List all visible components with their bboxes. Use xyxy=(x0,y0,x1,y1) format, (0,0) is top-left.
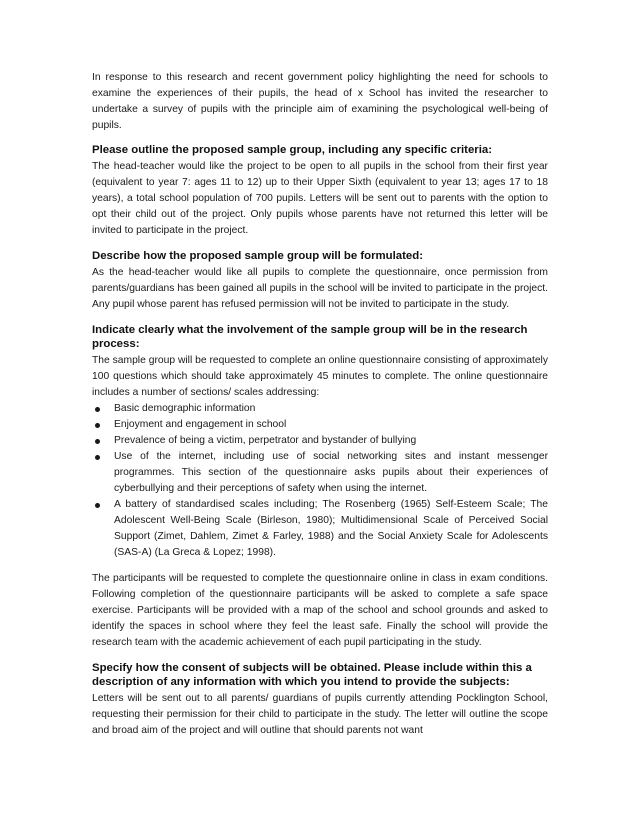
bullet-icon xyxy=(95,423,100,428)
section-heading: Please outline the proposed sample group, including any specific criteria: xyxy=(92,144,493,156)
list-item-text: Enjoyment and engagement in school xyxy=(114,419,287,430)
section-involvement xyxy=(92,323,548,651)
list-item xyxy=(92,449,548,497)
section-paragraph: The head-teacher would like the project to be open to all pupils in the school from their first year (equivalent to year 7: ages 11 to 12) up to their Upper Sixth (equivalent to year 13; ages 17 to 18 years), a total school population of 700 pupils. Letters will be sent out to parents with the option to opt their child out of the project. Only pupils whose parents have not returned this letter will be invited to participate in the project. xyxy=(92,161,548,236)
section-paragraph: As the head-teacher would like all pupils to complete the questionnaire, once permission from parents/guardians has been gained all pupils in the school will be invited to participate in the project. Any pupil whose parent has refused permission will not be invited to participate in the study. xyxy=(92,267,548,310)
section-sample-group xyxy=(92,143,548,239)
section-formulation xyxy=(92,249,548,313)
list-item xyxy=(92,497,548,561)
section-paragraph: Letters will be sent out to all parents/ guardians of pupils currently attending Pocklington School, requesting their permission for their child to participate in the study. The letter will outline the scope and broad aim of the project and will outline that should parents not want xyxy=(92,693,548,736)
bullet-icon xyxy=(95,407,100,412)
bullet-icon xyxy=(95,439,100,444)
section-closing-paragraph: The participants will be requested to complete the questionnaire online in class in exam conditions. Following completion of the questionnaire participants will be asked to complete a safe space exercise. Participants will be provided with a map of the school and school grounds and asked to identify the spaces in school where they feel the least safe. Finally the school will provide the research team with the academic achievement of each pupil participating in the study. xyxy=(92,573,548,648)
intro-paragraph: In response to this research and recent government policy highlighting the need for schools to examine the experiences of their pupils, the head of x School has invited the researcher to undertake a survey of pupils with the principle aim of examining the psychological well-being of pupils. xyxy=(92,72,548,131)
list-item-text: Basic demographic information xyxy=(114,403,256,414)
list-item-text: A battery of standardised scales including; The Rosenberg (1965) Self-Esteem Scale; The Adolescent Well-Being Scale (Birleson, 1980); Multidimensional Scale of Perceived Social Support (Zimet, Dahlem, Zimet & Farley, 1988) and the Social Anxiety Scale for Adolescents (SAS-A) (La Greca & Lopez; 1998). xyxy=(114,499,548,558)
section-consent xyxy=(92,661,548,739)
list-item-text: Prevalence of being a victim, perpetrator and bystander of bullying xyxy=(114,435,417,446)
bullet-icon xyxy=(95,455,100,460)
section-lead-paragraph: The sample group will be requested to complete an online questionnaire consisting of approximately 100 questions which should take approximately 45 minutes to complete. The online questionnaire includes a number of sections/ scales addressing: xyxy=(92,355,548,398)
list-item xyxy=(92,401,548,417)
list-item-text: Use of the internet, including use of social networking sites and instant messenger programmes. This section of the questionnaire asks pupils about their experiences of cyberbullying and their perceptions of safety when using the internet. xyxy=(114,451,548,494)
section-heading: Indicate clearly what the involvement of the sample group will be in the research process: xyxy=(92,324,528,350)
list-item xyxy=(92,433,548,449)
document-page xyxy=(92,70,548,749)
section-heading: Describe how the proposed sample group will be formulated: xyxy=(92,250,424,262)
bullet-icon xyxy=(95,503,100,508)
list-item xyxy=(92,417,548,433)
section-heading: Specify how the consent of subjects will be obtained. Please include within this a description of any information with which you intend to provide the subjects: xyxy=(92,662,532,688)
bullet-list xyxy=(92,401,548,561)
